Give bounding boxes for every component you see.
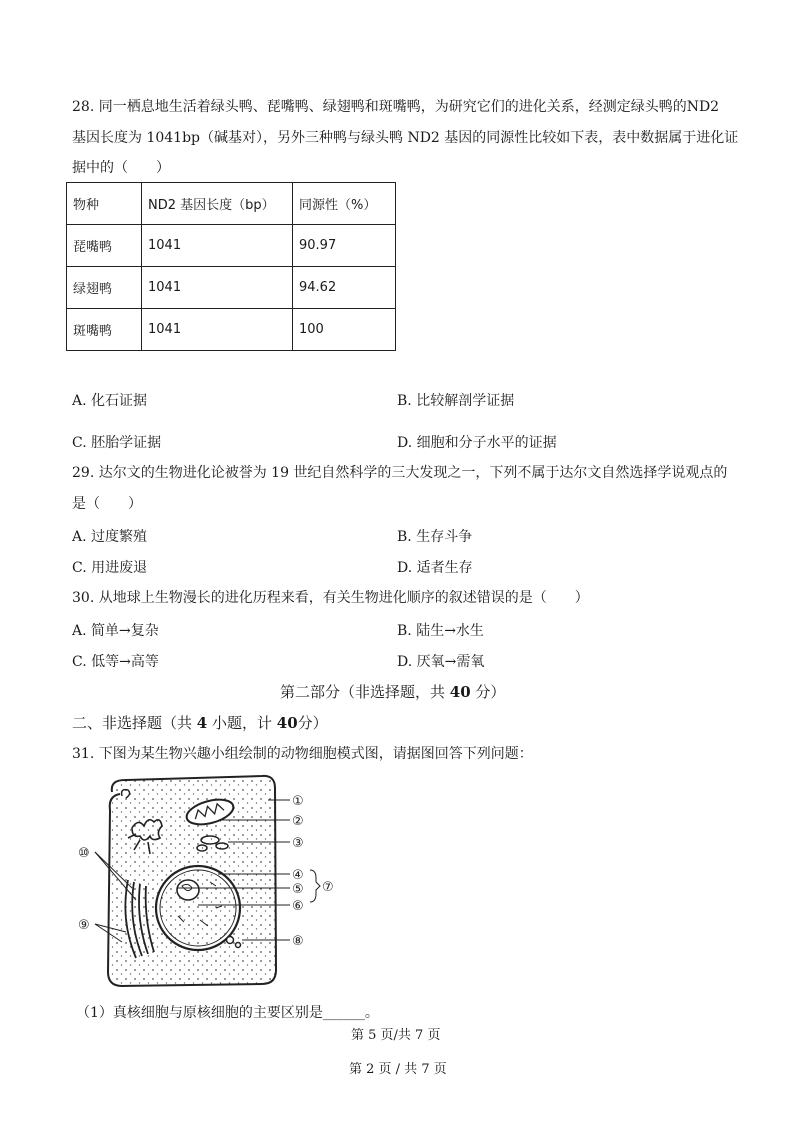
table-header-cell: 同源性（%） <box>293 183 396 225</box>
label-7: ⑦ <box>322 880 334 895</box>
label-6: ⑥ <box>292 899 304 914</box>
q29-line1: 29. 达尔文的生物进化论被誉为 19 世纪自然科学的三大发现之一，下列不属于达尔文自然选择学说观点的 <box>72 465 728 481</box>
table-header-cell: ND2 基因长度（bp） <box>142 183 293 225</box>
label-4: ④ <box>292 868 304 883</box>
label-9: ⑨ <box>78 918 90 933</box>
q28-option-b: B. 比较解剖学证据 <box>397 393 515 409</box>
table-cell: 绿翅鸭 <box>67 267 142 309</box>
q30-option-b: B. 陆生→水生 <box>397 623 484 639</box>
q28-line1: 28. 同一栖息地生活着绿头鸭、琵嘴鸭、绿翅鸭和斑嘴鸭，为研究它们的进化关系，经测定绿头鸭的ND2 <box>72 99 720 115</box>
q30-option-a: A. 简单→复杂 <box>72 623 159 639</box>
label-1: ① <box>292 794 304 809</box>
label-2: ② <box>292 814 304 829</box>
q28-line2: 基因长度为 1041bp（碱基对），另外三种鸭与绿头鸭 ND2 基因的同源性比较如下表，表中数据属于进化证 <box>72 130 739 146</box>
section-score: 40 <box>276 714 298 732</box>
table-row <box>67 267 396 309</box>
table-row <box>67 225 396 267</box>
table-cell: 1041 <box>142 267 293 309</box>
table-cell: 90.97 <box>293 225 396 267</box>
table-cell: 琵嘴鸭 <box>67 225 142 267</box>
label-3: ③ <box>292 836 304 851</box>
section-heading-post: 分） <box>297 714 328 732</box>
part2-title-score: 40 <box>449 683 471 701</box>
label-10: ⑩ <box>78 846 90 861</box>
table-row <box>67 309 396 351</box>
table-cell: 斑嘴鸭 <box>67 309 142 351</box>
page-footer: 第 2 页 / 共 7 页 <box>349 1062 447 1077</box>
q28-option-c: C. 胚胎学证据 <box>72 435 162 451</box>
q28-option-d: D. 细胞和分子水平的证据 <box>397 435 557 451</box>
animal-cell-diagram <box>70 770 350 995</box>
part2-title <box>280 681 505 702</box>
table-cell: 100 <box>293 309 396 351</box>
q28-line3: 据中的（ ） <box>72 160 170 176</box>
label-8: ⑧ <box>292 934 304 949</box>
q30-line1: 30. 从地球上生物漫长的进化历程来看，有关生物进化顺序的叙述错误的是（ ） <box>72 590 589 606</box>
inner-page-footer: 第 5 页/共 7 页 <box>351 1028 441 1043</box>
table-cell: 1041 <box>142 309 293 351</box>
q28-option-a: A. 化石证据 <box>72 393 148 409</box>
section-heading-pre: 二、非选择题（共 <box>72 714 197 732</box>
section-heading <box>72 712 328 733</box>
q30-option-d: D. 厌氧→需氧 <box>397 654 485 670</box>
q30-option-c: C. 低等→高等 <box>72 654 159 670</box>
table-header-cell: 物种 <box>67 183 142 225</box>
q29-option-a: A. 过度繁殖 <box>72 529 148 545</box>
section-heading-mid: 小题，计 <box>207 714 277 732</box>
q29-option-d: D. 适者生存 <box>397 560 473 576</box>
nucleolus <box>177 880 199 900</box>
table-cell: 1041 <box>142 225 293 267</box>
q31-sub1: （1）真核细胞与原核细胞的主要区别是______。 <box>76 1005 379 1021</box>
table-cell: 94.62 <box>293 267 396 309</box>
q29-option-c: C. 用进废退 <box>72 560 148 576</box>
homology-table <box>66 182 396 351</box>
label-5: ⑤ <box>292 882 304 897</box>
q29-option-b: B. 生存斗争 <box>397 529 473 545</box>
q31-line1: 31. 下图为某生物兴趣小组绘制的动物细胞模式图，请据图回答下列问题： <box>72 746 533 762</box>
part2-title-post: 分） <box>470 683 506 701</box>
part2-title-pre: 第二部分（非选择题，共 <box>280 683 450 701</box>
table-header-row <box>67 183 396 225</box>
section-question-count: 4 <box>196 714 208 732</box>
q29-line2: 是（ ） <box>72 496 142 512</box>
